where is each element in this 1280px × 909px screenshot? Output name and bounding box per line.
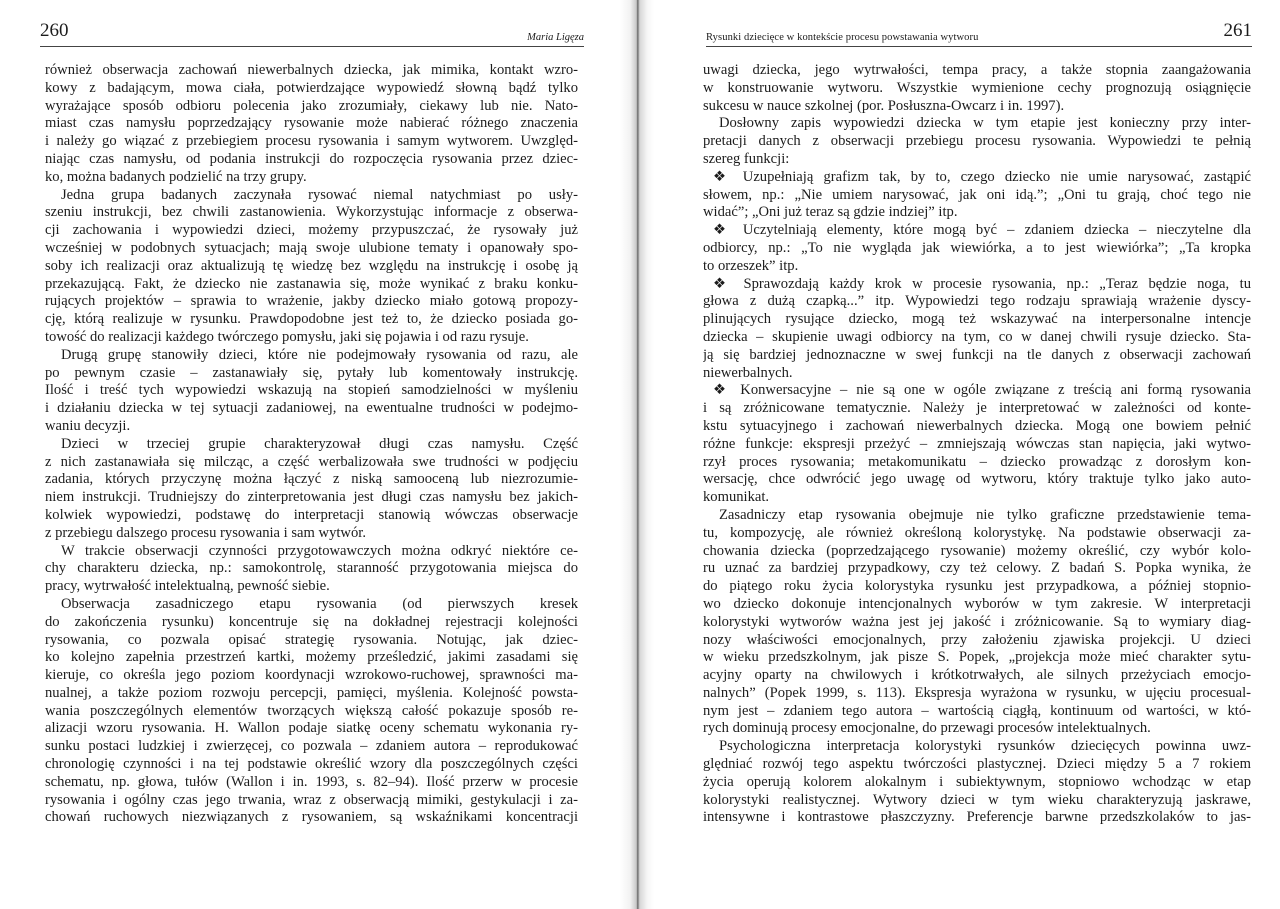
text-line: życia operują kolorem alokalnym i subiektywnym, stopniowo wchodząc w etap — [703, 773, 1251, 790]
text-line: chowania dziecka (poprzedzającego rysowanie) możemy określić, czy wybór kolo- — [703, 542, 1251, 559]
text-line: kstu sytuacyjnego i zachowań niewerbalnych dziecka. Mogą one bowiem pełnić — [703, 417, 1251, 434]
running-header: Rysunki dziecięce w kontekście procesu powstawania wytworu — [706, 32, 979, 43]
text-line: kowy z badającym, mowa ciała, potwierdzające wypowiedź słowną bądź tylko — [45, 79, 578, 96]
text-line: szereg funkcji: — [703, 150, 790, 167]
text-line: ko, można badanych podzielić na trzy grupy. — [45, 168, 307, 185]
text-line: Jedna grupa badanych zaczynała rysować niemal natychmiast po usły- — [61, 186, 578, 203]
text-line: nalnych” (Popek 1999, s. 113). Ekspresja wyrażona w rysunku, w ujęciu procesual- — [703, 684, 1251, 701]
text-line: sunku postaci ludzkiej i zwierzęcej, co pozwala – zdaniem autora – reprodukować — [45, 738, 578, 755]
text-line: ko kolejno zapełnia przestrzeń kartki, możemy prześledzić, jakimi zasadami się — [45, 649, 578, 666]
text-line: różne funkcje: ekspresji przeżyć – zmniejszają wówczas stan napięcia, jaki wytwo- — [703, 435, 1251, 452]
text-line: chy charakteru dziecka, np.: samokontrolę, staranność przygotowania miejsca do — [45, 560, 578, 577]
text-line: rzył proces rysowania; metakomunikatu – dziecko prowadząc z dorosłym kon- — [703, 453, 1251, 470]
text-line: kolwiek wypowiedzi, podstawę do interpretacji stanowią wówczas obserwacje — [45, 506, 578, 523]
text-line: waniu decyzji. — [45, 417, 131, 434]
text-line: kolorystyki realistycznej. Wytwory dzieci w tym wieku charakteryzują jaskrawe, — [703, 791, 1251, 808]
text-line: niem instrukcji. Trudniejszy do zinterpretowania jest długi czas namysłu bez jakich- — [45, 489, 578, 506]
text-line: niewerbalnych. — [703, 364, 793, 381]
left-page — [0, 0, 632, 909]
text-line: towość do realizacji każdego twórczego pomysłu, jaki się pojawia i od razu rysuje. — [45, 328, 529, 345]
text-line: chronologię czynności i na tej podstawie określić wzory dla poszczególnych części — [45, 756, 578, 773]
text-line: z nich zastanawiała się milcząc, a część werbalizowała swe trudności w podjęciu — [45, 453, 578, 470]
text-line: głowa z dużą czapką...” itp. Wypowiedzi tego rodzaju sprawiają wrażenie dyscy- — [703, 293, 1251, 310]
text-line: wo dziecko dokonuje intencjonalnych wyborów w tym zakresie. W interpretacji — [703, 595, 1251, 612]
text-line: i należy go wiązać z przebiegiem procesu rysowania i samym wytworem. Uwzględ- — [45, 133, 578, 150]
text-line: tu, kompozycję, ale również określoną kolorystykę. Na podstawie obserwacji za- — [703, 524, 1251, 541]
text-line: miast czas namysłu poprzedzający rysowanie może nabierać różnego znaczenia — [45, 115, 578, 132]
page-number: 261 — [1223, 20, 1252, 41]
text-line: cję, którą realizuje w rysunku. Prawdopodobne jest też to, że dziecko posiada go- — [45, 311, 578, 328]
text-line: soby ich realizacji oraz aktualizują tę wiedzę bez względu na instrukcję i osobę ją — [45, 257, 578, 274]
right-page-header — [706, 20, 1252, 47]
text-line: słowem, np.: „Nie umiem narysować, jak oni idą.”; „Oni tu grają, choć tego nie — [703, 186, 1251, 203]
text-line: intensywne i kontrastowe płaszczyzny. Preferencje barwne przedszkolaków to jas- — [703, 809, 1251, 826]
text-line: pretacji danych z obserwacji przebiegu procesu rysowania. Wypowiedzi te pełnią — [703, 133, 1251, 150]
text-line: kieruje, co określa jego poziom koordynacji wzrokowo-ruchowej, sprawności ma- — [45, 667, 578, 684]
text-line: i działaniu dziecka w tej sytuacji zadaniowej, na ewentualne trudności w podejmo- — [45, 400, 578, 417]
text-line: niając czas namysłu, od podania instrukcji do rozpoczęcia rysowania przez dziec- — [45, 150, 578, 167]
text-line: wcześniej w podobnych sytuacjach; mają swoje ulubione tematy i opanowały spo- — [45, 239, 578, 256]
text-line: rujących projektów – sprawia to wrażenie, jakby dziecko miało gotową propozy- — [45, 293, 578, 310]
text-line: przekazującą. Fakt, że dziecko nie zastanawia się, może wynikać z braku konku- — [45, 275, 578, 292]
text-line: odbiorcy, np.: „To nie wygląda jak wiewiórka, a to jest wiewiórka”; „Ta kropka — [703, 239, 1251, 256]
text-line: Dzieci w trzeciej grupie charakteryzował długi czas namysłu. Część — [61, 435, 578, 452]
bullet-line: ❖ Uzupełniają grafizm tak, by to, czego dziecko nie umie narysować, zastąpić — [713, 168, 1251, 185]
text-line: nozy właściwości emocjonalnych, przy założeniu zjawiska projekcji. U dzieci — [703, 631, 1251, 648]
right-page-body — [703, 62, 1251, 827]
text-line: chowań ruchowych niezwiązanych z rysowaniem, są wskaźnikami koncentracji — [45, 809, 578, 826]
text-line: cji zachowania i wypowiedzi dzieci, możemy przypuszczać, że rysowały już — [45, 222, 578, 239]
text-line: w konstruowanie wytworu. Wszystkie wymienione cechy prognozują osiągnięcie — [703, 79, 1251, 96]
text-line: rysowania, co pozwala opisać strategię rysowania. Notując, jak dziec- — [45, 631, 578, 648]
text-line: widać”; „Oni już teraz są gdzie indziej” itp. — [703, 204, 958, 221]
text-line: Zasadniczy etap rysowania obejmuje nie tylko graficzne przedstawienie tema- — [719, 506, 1251, 523]
text-line: komunikat. — [703, 489, 770, 506]
text-line: wyrażające sposób odbioru polecenia jako zrozumiały, ciekawy lub nie. Nato- — [45, 97, 578, 114]
text-line: alizacji wzoru rysowania. H. Wallon podaje siatkę oceny schematu wykonania ry- — [45, 720, 578, 737]
text-line: to orzeszek” itp. — [703, 257, 799, 274]
text-line: uwagi dziecka, jego wytrwałości, tempa pracy, a także stopnia zaangażowania — [703, 62, 1251, 78]
running-header: Maria Ligęza — [527, 32, 584, 43]
text-line: plinujących rysujące dziecko, mogą też wskazywać na interpersonalne intencje — [703, 311, 1251, 328]
text-line: Psychologiczna interpretacja kolorystyki rysunków dziecięcych powinna uwz- — [719, 738, 1251, 755]
text-line: Obserwacja zasadniczego etapu rysowania (od pierwszych kresek — [61, 595, 578, 612]
text-line: acyjny oparty na chwilowych i krótkotrwałych, ale silnych przeżyciach emocjo- — [703, 667, 1251, 684]
text-line: schematu, np. głowa, tułów (Wallon i in. 1993, s. 82–94). Ilość przerw w procesie — [45, 773, 578, 790]
text-line: ru uznać za bardziej przypadkowy, czy też celowy. Z badań S. Popka wynika, że — [703, 560, 1251, 577]
left-page-body — [45, 62, 578, 827]
text-line: wania poszczególnych elementów tworzących większą całość pokazuje sposób re- — [45, 702, 578, 719]
text-line: Dosłowny zapis wypowiedzi dziecka w tym etapie jest konieczny przy inter- — [719, 115, 1251, 132]
text-line: do piątego roku życia kolorystyka rysunku jest przypadkowa, a później stopnio- — [703, 578, 1251, 595]
bullet-line: ❖ Uczytelniają elementy, które mogą być – zdaniem dziecka – nieczytelne dla — [713, 222, 1251, 239]
text-line: pracy, wytrwałość intelektualną, pewność siebie. — [45, 578, 330, 595]
text-line: nym jest – zdaniem tego autora – wartością ciągłą, kontinuum od wartości, w któ- — [703, 702, 1251, 719]
bullet-line: ❖ Sprawozdają każdy krok w procesie rysowania, np.: „Teraz będzie noga, tu — [713, 275, 1251, 292]
text-line: Ilość i treść tych wypowiedzi wskazują na stopień samodzielności w myśleniu — [45, 382, 578, 399]
right-page — [648, 0, 1280, 909]
text-line: również obserwacja zachowań niewerbalnych dziecka, jak mimika, kontakt wzro- — [45, 62, 578, 78]
text-line: wersację, chce odwrócić jego uwagę od wytworu, który traktuje tylko jako auto- — [703, 471, 1251, 488]
text-line: po pewnym czasie – zastanawiały się, pytały lub komentowały instrukcję. — [45, 364, 578, 381]
text-line: rych dominują procesy emocjonalne, do przewagi procesów intelektualnych. — [703, 720, 1151, 737]
text-line: sukcesu w nauce szkolnej (por. Posłuszna-Owcarz i in. 1997). — [703, 97, 1065, 114]
text-line: ją się bardziej jednoznaczne w swej funkcji na tle danych z obserwacji zachowań — [703, 346, 1251, 363]
page-number: 260 — [40, 20, 69, 41]
text-line: ględniać rozwój tego aspektu twórczości plastycznej. Dzieci między 5 a 7 rokiem — [703, 756, 1251, 773]
left-page-header — [40, 20, 584, 47]
text-line: W trakcie obserwacji czynności przygotowawczych można odkryć niektóre ce- — [61, 542, 578, 559]
text-line: szeniu instrukcji, bez chwili zastanowienia. Wykorzystując informacje z obserwa- — [45, 204, 578, 221]
text-line: rysowania i ogólny czas jego trwania, wraz z obserwacją mimiki, gestykulacji i za- — [45, 791, 578, 808]
text-line: do zakończenia rysunku) koncentruje się na dokładnej rejestracji kolejności — [45, 613, 578, 630]
text-line: dziecka – skupienie uwagi odbiorcy na tym, co w danej chwili rysuje dziecko. Sta- — [703, 328, 1251, 345]
text-line: nualnej, a także poziom rozwoju percepcji, pamięci, myślenia. Kolejność powsta- — [45, 684, 578, 701]
text-line: w wieku przedszkolnym, jak pisze S. Popek, „projekcja może mieć charakter sytu- — [703, 649, 1251, 666]
text-line: Drugą grupę stanowiły dzieci, które nie podejmowały rysowania od razu, ale — [61, 346, 578, 363]
text-line: i są zróżnicowane tematycznie. Należy je interpretować w zależności od konte- — [703, 400, 1251, 417]
text-line: z przebiegu dalszego procesu rysowania i sam wytwór. — [45, 524, 366, 541]
text-line: kolorystyki wytworów ważna jest jej jakość i zróżnicowanie. Są to wymiary diag- — [703, 613, 1251, 630]
text-line: zadania, których przyczynę można łączyć z niską samooceną lub niezrozumie- — [45, 471, 578, 488]
bullet-line: ❖ Konwersacyjne – nie są one w ogóle związane z treścią ani formą rysowania — [713, 382, 1251, 399]
